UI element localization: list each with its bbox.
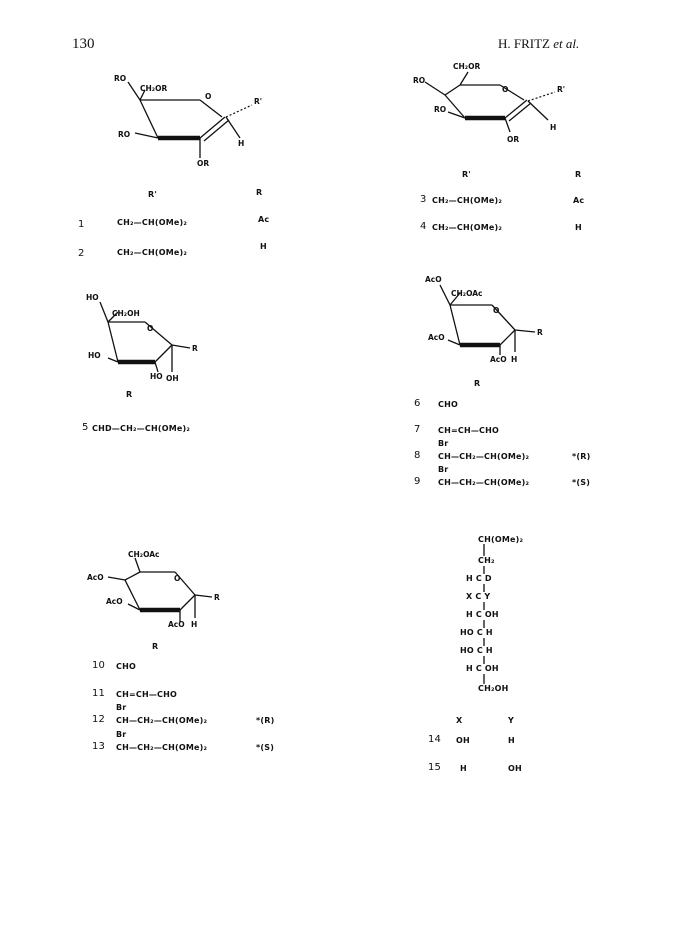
s1-o: O [205, 92, 212, 101]
s5-row11-r: CH=CH—CHO [116, 690, 178, 699]
s3-ho-left: HO [88, 351, 101, 360]
page-number: 130 [72, 36, 95, 52]
s2-row4-rprime: CH₂—CH(OMe)₂ [432, 223, 503, 232]
s4-row8-r: CH—CH₂—CH(OMe)₂ [438, 452, 530, 461]
s1-row2-num: 2 [78, 248, 85, 259]
s4-row8-br: Br [438, 439, 449, 448]
s4-r: R [537, 328, 543, 337]
s6-chain-5: H C OH [466, 610, 499, 619]
s2-row3-r: Ac [573, 196, 585, 205]
s3-oh: OH [166, 374, 179, 383]
s6-chain-1: CH(OMe)₂ [478, 535, 524, 544]
s2-row3-num: 3 [420, 194, 427, 205]
s3-ch2oh: CH₂OH [112, 309, 140, 318]
s5-row10-num: 10 [92, 660, 106, 671]
s2-or: OR [507, 135, 520, 144]
s5-ch2oac: CH₂OAc [128, 550, 160, 559]
s1-ch2or: CH₂OR [140, 84, 168, 93]
s4-aco-left: AcO [428, 333, 445, 342]
s6-row14-x: OH [456, 736, 470, 745]
s2-h: H [550, 123, 557, 132]
s6-row15-x: H [460, 764, 467, 773]
s4-row7-num: 7 [414, 424, 421, 435]
s2-row3-rprime: CH₂—CH(OMe)₂ [432, 196, 503, 205]
s1-row1-r: Ac [258, 215, 270, 224]
s6-chain-8: H C OH [466, 664, 499, 673]
s6-row15-num: 15 [428, 762, 442, 773]
s1-rprime: R' [254, 97, 263, 106]
s6-col-x: X [456, 716, 463, 725]
s4-row9-r: CH—CH₂—CH(OMe)₂ [438, 478, 530, 487]
s5-o: O [174, 574, 181, 583]
s3-ho-bottom: HO [150, 372, 163, 381]
s4-row9-br: Br [438, 465, 449, 474]
s1-row2-r: H [260, 242, 267, 251]
s5-aco-inner: AcO [106, 597, 123, 606]
s5-row13-br: Br [116, 730, 127, 739]
s5-row12-r: CH—CH₂—CH(OMe)₂ [116, 716, 208, 725]
s2-ro-left: RO [413, 76, 426, 85]
s5-col-r: R [152, 642, 159, 651]
s1-row1-rprime: CH₂—CH(OMe)₂ [117, 218, 188, 227]
s6-row14-y: H [508, 736, 515, 745]
s6-chain-9: CH₂OH [478, 684, 509, 693]
s2-o: O [502, 85, 509, 94]
s2-col-rprime: R' [462, 170, 472, 179]
structure-1-ring [128, 82, 252, 158]
s5-h: H [191, 620, 198, 629]
s4-row8-num: 8 [414, 450, 421, 461]
s1-h: H [238, 139, 245, 148]
s4-h: H [511, 355, 518, 364]
s5-row13-num: 13 [92, 741, 106, 752]
s1-col-r: R [256, 188, 263, 197]
s5-row13-r: CH—CH₂—CH(OMe)₂ [116, 743, 208, 752]
s5-row12-num: 12 [92, 714, 106, 725]
s1-col-rprime: R' [148, 190, 158, 199]
s3-col-r: R [126, 390, 133, 399]
s5-row12-config: *(R) [256, 716, 275, 725]
s4-row9-config: *(S) [572, 478, 591, 487]
s6-row14-num: 14 [428, 734, 442, 745]
s3-ho-top: HO [86, 293, 99, 302]
s5-row13-config: *(S) [256, 743, 275, 752]
structure-2-ring [425, 72, 555, 132]
s4-row6-r: CHO [438, 400, 458, 409]
s5-row10-r: CHO [116, 662, 136, 671]
s4-ch2oac: CH₂OAc [451, 289, 483, 298]
s4-o: O [493, 306, 500, 315]
s6-chain-6: HO C H [460, 628, 493, 637]
s3-o: O [147, 324, 154, 333]
s2-ro-inner: RO [434, 105, 447, 114]
running-head-author: H. FRITZ [498, 36, 550, 51]
s1-or: OR [197, 159, 210, 168]
structure-5-ring [108, 558, 212, 622]
s5-r: R [214, 593, 220, 602]
s2-row4-num: 4 [420, 221, 427, 232]
running-head-etal: et al. [553, 36, 580, 51]
s4-aco-top: AcO [425, 275, 442, 284]
s6-chain-4: X C Y [466, 592, 491, 601]
s1-ro-top: RO [114, 74, 127, 83]
s4-row8-config: *(R) [572, 452, 591, 461]
s1-row2-rprime: CH₂—CH(OMe)₂ [117, 248, 188, 257]
s6-row15-y: OH [508, 764, 522, 773]
s3-row5-num: 5 [82, 422, 89, 433]
s6-chain-7: HO C H [460, 646, 493, 655]
s5-aco-left: AcO [87, 573, 104, 582]
s4-row7-r: CH=CH—CHO [438, 426, 500, 435]
s5-aco-bottom: AcO [168, 620, 185, 629]
s5-row11-num: 11 [92, 688, 106, 699]
s2-row4-r: H [575, 223, 582, 232]
s2-rprime: R' [557, 85, 566, 94]
s3-r: R [192, 344, 198, 353]
s1-ro-left: RO [118, 130, 131, 139]
s5-row12-br: Br [116, 703, 127, 712]
s4-col-r: R [474, 379, 481, 388]
s1-row1-num: 1 [78, 219, 85, 230]
s4-row6-num: 6 [414, 398, 421, 409]
s6-chain-2: CH₂ [478, 556, 495, 565]
s2-col-r: R [575, 170, 582, 179]
s2-ch2or: CH₂OR [453, 62, 481, 71]
s3-row5-r: CHD—CH₂—CH(OMe)₂ [92, 424, 191, 433]
s6-col-y: Y [508, 716, 514, 725]
s4-row9-num: 9 [414, 476, 421, 487]
s4-aco-bottom: AcO [490, 355, 507, 364]
s6-chain-3: H C D [466, 574, 492, 583]
